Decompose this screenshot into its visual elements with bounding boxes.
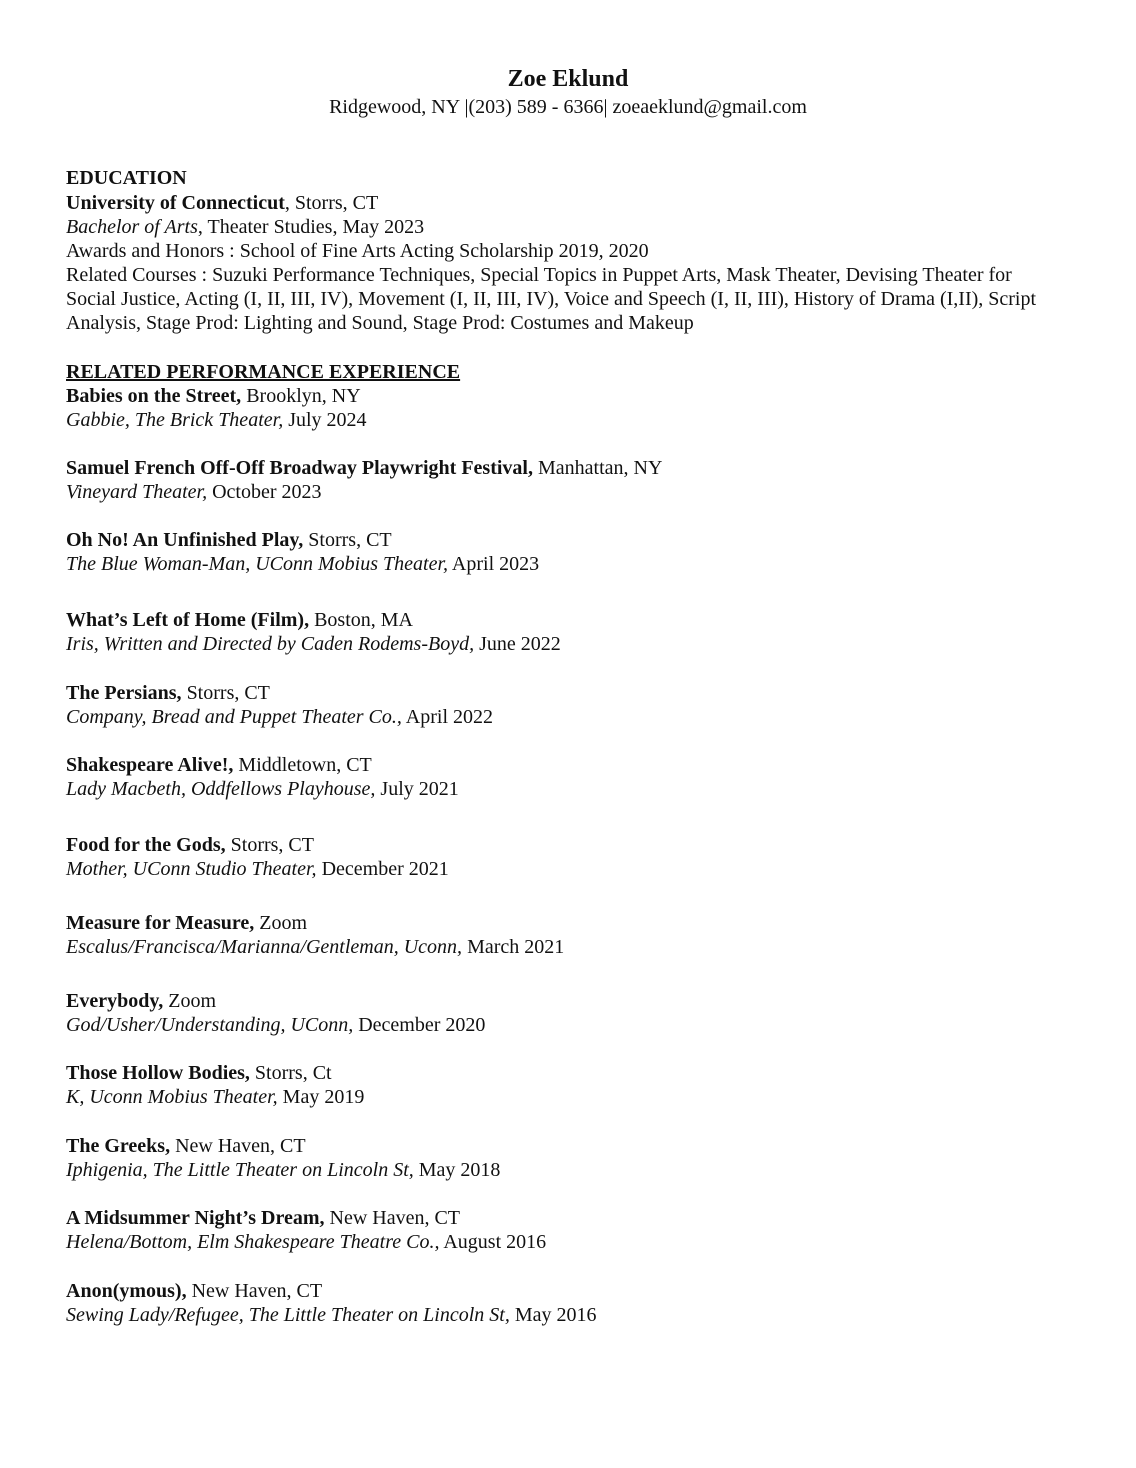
- production-location: Boston, MA: [309, 609, 413, 631]
- production-location: Manhattan, NY: [533, 457, 663, 479]
- production-location: Storrs, CT: [225, 834, 314, 856]
- production-location: Middletown, CT: [233, 754, 372, 776]
- experience-entry: [66, 384, 367, 432]
- experience-entry: [66, 681, 493, 729]
- production-role: Gabbie, The Brick Theater,: [66, 409, 284, 432]
- production-location: Storrs, CT: [303, 529, 392, 551]
- production-date: June 2022: [474, 633, 561, 656]
- production-date: December 2021: [316, 858, 449, 881]
- resume-header: [0, 64, 1136, 120]
- experience-entry: [66, 608, 561, 656]
- school-name: University of Connecticut: [66, 192, 285, 214]
- experience-entry: [66, 456, 662, 504]
- experience-entry: [66, 1061, 364, 1109]
- production-role: Iphigenia, The Little Theater on Lincoln St,: [66, 1159, 414, 1182]
- production-role: Vineyard Theater,: [66, 481, 208, 504]
- production-location: Brooklyn, NY: [241, 385, 361, 407]
- production-location: Zoom: [163, 990, 217, 1012]
- production-title: Samuel French Off-Off Broadway Playwright Festival,: [66, 457, 533, 479]
- production-role: The Blue Woman-Man, UConn Mobius Theater,: [66, 553, 449, 576]
- production-title: The Greeks,: [66, 1135, 171, 1157]
- production-role: Helena/Bottom, Elm Shakespeare Theatre Co.,: [66, 1231, 440, 1254]
- production-role: Escalus/Francisca/Marianna/Gentleman, Uconn,: [66, 936, 463, 959]
- contact-line: Ridgewood, NY |(203) 589 - 6366| zoeaeklund@gmail.com: [329, 96, 807, 118]
- production-location: Zoom: [254, 912, 308, 934]
- production-date: May 2016: [509, 1304, 597, 1327]
- production-date: July 2024: [283, 409, 367, 432]
- production-date: December 2020: [353, 1014, 486, 1037]
- production-title: Measure for Measure,: [66, 912, 255, 934]
- experience-entry: [66, 1134, 500, 1182]
- applicant-name: Zoe Eklund: [507, 66, 629, 92]
- production-date: May 2018: [413, 1159, 501, 1182]
- production-date: July 2021: [375, 778, 459, 801]
- production-date: October 2023: [207, 481, 322, 504]
- production-date: August 2016: [439, 1231, 547, 1254]
- experience-entry: [66, 528, 539, 576]
- production-role: Sewing Lady/Refugee, The Little Theater on Lincoln St,: [66, 1304, 510, 1327]
- experience-heading: RELATED PERFORMANCE EXPERIENCE: [66, 361, 461, 383]
- education-courses: Related Courses : Suzuki Performance Techniques, Special Topics in Puppet Arts, Mask Theater, Devising Theater for Social Justice, Acting (I, II, III, IV), Movement (I, II, III, IV), Voice and Speech (I, II, III), History of Drama (I,II), Script Analysis, Stage Prod: Lighting and Sound, Stage Prod: Costumes and Makeup: [66, 264, 1037, 335]
- education-heading: EDUCATION: [66, 167, 187, 189]
- experience-entry: [66, 833, 449, 881]
- production-title: A Midsummer Night’s Dream,: [66, 1207, 325, 1229]
- degree-name: Bachelor of Arts: [66, 216, 198, 238]
- production-title: Shakespeare Alive!,: [66, 754, 234, 776]
- experience-entry: [66, 753, 459, 801]
- production-role: Company, Bread and Puppet Theater Co.,: [66, 706, 402, 729]
- production-date: April 2022: [401, 706, 494, 729]
- production-title: Everybody,: [66, 990, 164, 1012]
- experience-entry: [66, 989, 485, 1037]
- education-awards: Awards and Honors : School of Fine Arts Acting Scholarship 2019, 2020: [66, 240, 649, 262]
- experience-entry: [66, 1279, 597, 1327]
- production-role: Lady Macbeth, Oddfellows Playhouse,: [66, 778, 376, 801]
- experience-entry: [66, 911, 564, 959]
- production-date: April 2023: [448, 553, 540, 576]
- production-role: Iris, Written and Directed by Caden Rodems-Boyd,: [66, 633, 475, 656]
- production-title: Anon(ymous),: [66, 1280, 187, 1302]
- experience-entry: [66, 1206, 546, 1254]
- production-location: New Haven, CT: [170, 1135, 306, 1157]
- education-school-line: [66, 191, 378, 215]
- production-date: May 2019: [277, 1086, 365, 1109]
- education-degree-line: [66, 215, 424, 239]
- production-location: Storrs, CT: [181, 682, 270, 704]
- school-location: , Storrs, CT: [284, 192, 379, 214]
- production-role: God/Usher/Understanding, UConn,: [66, 1014, 354, 1037]
- production-title: Food for the Gods,: [66, 834, 226, 856]
- production-title: Oh No! An Unfinished Play,: [66, 529, 304, 551]
- production-role: K, Uconn Mobius Theater,: [66, 1086, 278, 1109]
- production-location: Storrs, Ct: [249, 1062, 332, 1084]
- production-role: Mother, UConn Studio Theater,: [66, 858, 317, 881]
- production-location: New Haven, CT: [186, 1280, 323, 1302]
- production-title: Those Hollow Bodies,: [66, 1062, 250, 1084]
- production-title: What’s Left of Home (Film),: [66, 609, 310, 631]
- production-title: Babies on the Street,: [66, 385, 242, 407]
- production-date: March 2021: [462, 936, 565, 959]
- production-title: The Persians,: [66, 682, 182, 704]
- degree-details: , Theater Studies, May 2023: [197, 216, 425, 238]
- production-location: New Haven, CT: [324, 1207, 461, 1229]
